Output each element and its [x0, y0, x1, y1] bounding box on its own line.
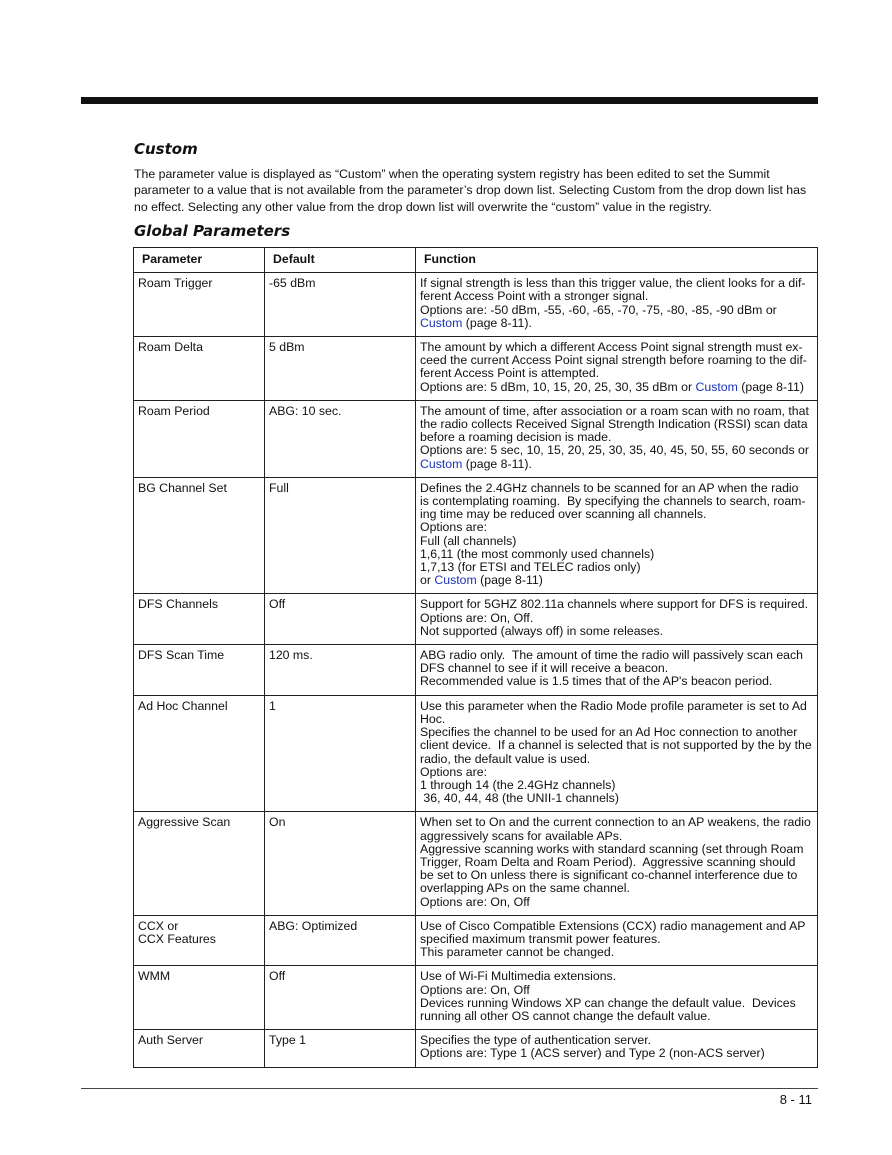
function-text: Options are: 5 dBm, 10, 15, 20, 25, 30, 35 dBm or	[420, 379, 696, 394]
function-text: or	[420, 573, 435, 588]
cell-default: Type 1	[265, 1030, 416, 1067]
function-line	[420, 946, 813, 959]
cell-parameter: WMM	[134, 966, 265, 1030]
function-text: This parameter cannot be changed.	[420, 945, 615, 960]
page-number: 8 - 11	[779, 1092, 812, 1107]
function-text: Support for 5GHZ 802.11a channels where support for DFS is required.	[420, 597, 809, 612]
header-parameter: Parameter	[134, 248, 265, 273]
table-row	[134, 695, 818, 812]
cell-function	[416, 915, 818, 966]
function-text: overlapping APs on the same channel.	[420, 881, 630, 896]
function-line	[420, 896, 813, 909]
function-text: aggressively scans for available APs.	[420, 828, 623, 843]
cell-function	[416, 337, 818, 401]
function-text: When set to On and the current connection to an AP weakens, the radio	[420, 815, 811, 830]
cell-default: 1	[265, 695, 416, 812]
function-text: 36, 40, 44, 48 (the UNII-1 channels)	[420, 791, 619, 806]
function-line	[420, 625, 813, 638]
function-line	[420, 317, 813, 330]
table-row	[134, 477, 818, 594]
cell-default: ABG: 10 sec.	[265, 400, 416, 477]
footer-rule	[81, 1088, 818, 1089]
custom-description: The parameter value is displayed as “Custom” when the operating system registry has been edited to set the Summit parameter to a value that is not available from the parameter’s drop down list. Selecting Custom from the drop down list has no effect. Selecting any other value from the drop down list will overwrite the “custom” value in the registry.	[134, 167, 807, 214]
cell-parameter: Roam Period	[134, 400, 265, 477]
function-text: (page 8-11).	[462, 456, 532, 471]
cell-parameter: DFS Scan Time	[134, 645, 265, 696]
function-text: (page 8-11)	[737, 379, 804, 394]
custom-link[interactable]: Custom	[420, 315, 463, 330]
cell-function	[416, 1030, 818, 1067]
function-line	[420, 574, 813, 587]
function-text: running all other OS cannot change the default value.	[420, 1008, 711, 1023]
function-text: Options are: 5 sec, 10, 15, 20, 25, 30, 35, 40, 45, 50, 55, 60 seconds or	[420, 443, 809, 458]
table-header-row	[134, 248, 818, 273]
function-text: be set to On unless there is significant co-channel interference due to	[420, 868, 798, 883]
function-text: Options are: On, Off	[420, 982, 530, 997]
cell-parameter: Roam Trigger	[134, 273, 265, 337]
cell-parameter: Aggressive Scan	[134, 812, 265, 915]
table-row	[134, 594, 818, 645]
cell-function	[416, 645, 818, 696]
function-text: Options are: Type 1 (ACS server) and Type 2 (non-ACS server)	[420, 1046, 765, 1061]
cell-parameter: BG Channel Set	[134, 477, 265, 594]
function-text: Options are:	[420, 764, 487, 779]
cell-default: Off	[265, 966, 416, 1030]
cell-function	[416, 966, 818, 1030]
cell-default: 120 ms.	[265, 645, 416, 696]
function-text: Specifies the channel to be used for an Ad Hoc connection to another	[420, 725, 798, 740]
function-text: Specifies the type of authentication server.	[420, 1033, 652, 1048]
function-text: If signal strength is less than this trigger value, the client looks for a dif-	[420, 276, 806, 291]
function-text: Use this parameter when the Radio Mode profile parameter is set to Ad	[420, 698, 807, 713]
function-text: is contemplating roaming. By specifying the channels to search, roam-	[420, 494, 806, 509]
function-text: The amount by which a different Access Point signal strength must ex-	[420, 340, 803, 355]
function-line	[420, 675, 813, 688]
cell-parameter: Roam Delta	[134, 337, 265, 401]
header-function: Function	[416, 248, 818, 273]
cell-default: Off	[265, 594, 416, 645]
function-line	[420, 700, 813, 713]
function-line	[420, 458, 813, 471]
section-title-custom: Custom	[134, 140, 198, 158]
cell-parameter	[134, 915, 265, 966]
function-text: specified maximum transmit power features.	[420, 931, 661, 946]
custom-link[interactable]: Custom	[420, 456, 463, 471]
function-text: Options are: -50 dBm, -55, -60, -65, -70, -75, -80, -85, -90 dBm or	[420, 302, 777, 317]
function-line	[420, 1047, 813, 1060]
cell-default: Full	[265, 477, 416, 594]
function-line	[420, 381, 813, 394]
function-text: (page 8-11)	[476, 573, 543, 588]
table-body	[134, 273, 818, 1067]
function-text: ABG radio only. The amount of time the radio will passively scan each	[420, 648, 803, 663]
function-text: 1 through 14 (the 2.4GHz channels)	[420, 777, 616, 792]
table-row	[134, 645, 818, 696]
cell-function	[416, 812, 818, 915]
cell-function	[416, 477, 818, 594]
function-text: ing time may be reduced over scanning all channels.	[420, 507, 707, 522]
table-row	[134, 337, 818, 401]
cell-default: On	[265, 812, 416, 915]
table-row	[134, 966, 818, 1030]
table-row	[134, 1030, 818, 1067]
function-text: Devices running Windows XP can change the default value. Devices	[420, 995, 796, 1010]
function-text: Aggressive scanning works with standard scanning (set through Roam	[420, 841, 804, 856]
global-parameters-table	[133, 247, 818, 1068]
custom-link[interactable]: Custom	[695, 379, 738, 394]
function-line	[420, 792, 813, 805]
table-row	[134, 915, 818, 966]
section-title-global-parameters: Global Parameters	[134, 222, 291, 240]
cell-function	[416, 273, 818, 337]
cell-parameter: Ad Hoc Channel	[134, 695, 265, 812]
function-text: Use of Cisco Compatible Extensions (CCX) radio management and AP	[420, 918, 806, 933]
cell-function	[416, 594, 818, 645]
function-line	[420, 1010, 813, 1023]
function-text: Trigger, Roam Delta and Roam Period). Aggressive scanning should	[420, 854, 796, 869]
function-text: 1,7,13 (for ETSI and TELEC radios only)	[420, 560, 641, 575]
function-text: (page 8-11).	[462, 315, 532, 330]
function-text: 1,6,11 (the most commonly used channels)	[420, 546, 655, 561]
cell-parameter: DFS Channels	[134, 594, 265, 645]
function-text: Options are: On, Off.	[420, 610, 534, 625]
function-text: Defines the 2.4GHz channels to be scanned for an AP when the radio	[420, 480, 799, 495]
function-text: Options are: On, Off	[420, 894, 530, 909]
cell-default: -65 dBm	[265, 273, 416, 337]
table-row	[134, 273, 818, 337]
cell-default: ABG: Optimized	[265, 915, 416, 966]
function-text: DFS channel to see if it will receive a beacon.	[420, 661, 669, 676]
function-text: ferent Access Point with a stronger signal.	[420, 289, 649, 304]
parameter-line: CCX or	[138, 918, 179, 933]
custom-link[interactable]: Custom	[434, 573, 477, 588]
function-text: The amount of time, after association or a roam scan with no roam, that	[420, 403, 809, 418]
cell-parameter: Auth Server	[134, 1030, 265, 1067]
header-default: Default	[265, 248, 416, 273]
function-text: the radio collects Received Signal Strength Indication (RSSI) scan data	[420, 417, 808, 432]
cell-function	[416, 400, 818, 477]
function-text: ceed the current Access Point signal strength before roaming to the dif-	[420, 353, 807, 368]
cell-function	[416, 695, 818, 812]
cell-default: 5 dBm	[265, 337, 416, 401]
function-text: radio, the default value is used.	[420, 751, 591, 766]
function-text: Full (all channels)	[420, 533, 517, 548]
function-text: Hoc.	[420, 711, 446, 726]
table-row	[134, 812, 818, 915]
function-text: Use of Wi-Fi Multimedia extensions.	[420, 969, 617, 984]
function-text: client device. If a channel is selected that is not supported by the by the	[420, 738, 812, 753]
parameter-line: CCX Features	[138, 931, 216, 946]
function-text: ferent Access Point is attempted.	[420, 366, 600, 381]
table-row	[134, 400, 818, 477]
function-text: Options are:	[420, 520, 487, 535]
function-text: Recommended value is 1.5 times that of the AP's beacon period.	[420, 674, 773, 689]
function-text: before a roaming decision is made.	[420, 430, 612, 445]
function-text: Not supported (always off) in some releases.	[420, 623, 664, 638]
header-rule	[81, 97, 818, 104]
